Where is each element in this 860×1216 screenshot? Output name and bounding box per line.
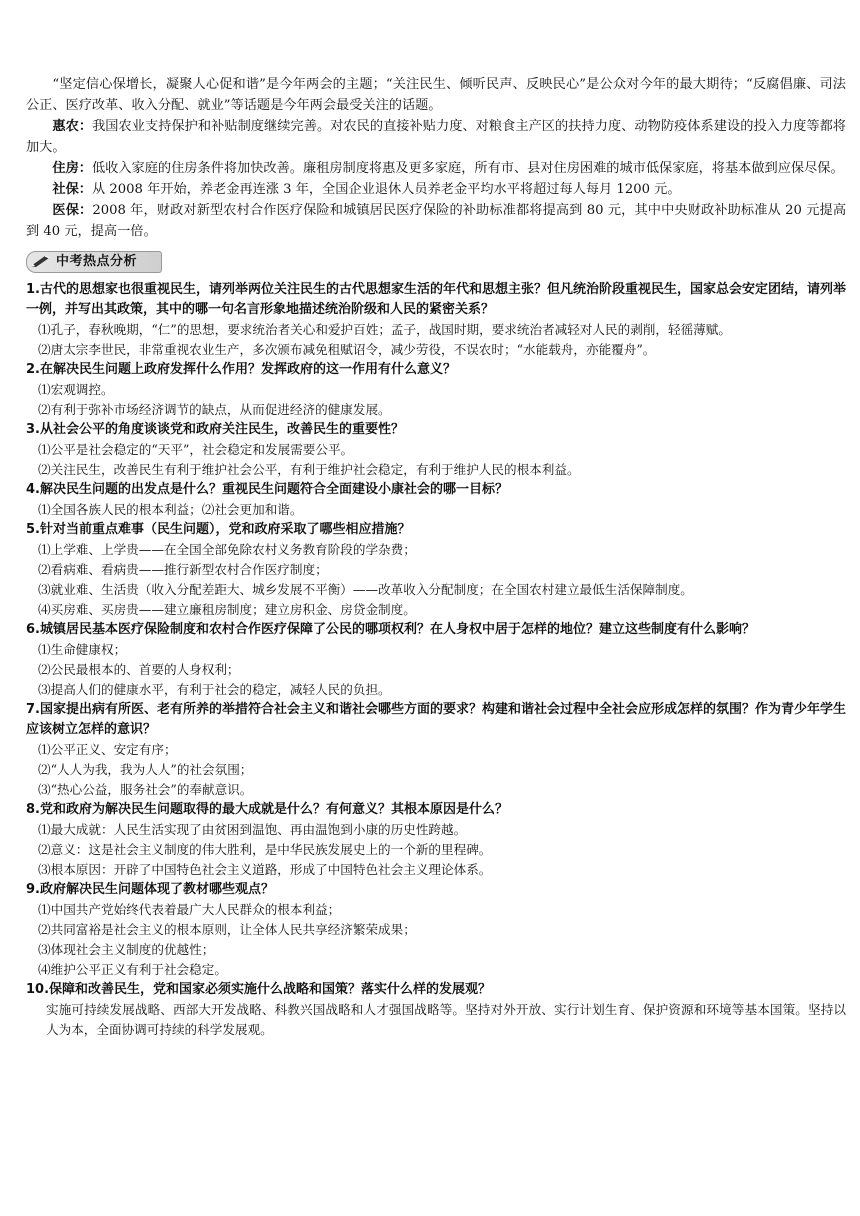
housing-label: 住房： <box>52 161 92 176</box>
answer-5-1: ⑴上学难、上学贵——在全国全部免除农村义务教育阶段的学杂费； <box>38 542 416 557</box>
document-page <box>26 74 846 1040</box>
question-8: 8.党和政府为解决民生问题取得的最大成就是什么？有何意义？其根本原因是什么？ <box>26 802 508 817</box>
question-7: 7.国家提出病有所医、老有所养的举措符合社会主义和谐社会哪些方面的要求？构建和谐社会过程中全社会应形成怎样的氛围？作为青少年学生应该树立怎样的意识？ <box>26 702 846 737</box>
answer-9-2: ⑵共同富裕是社会主义的根本原则，让全体人民共享经济繁荣成果； <box>38 922 416 937</box>
intro-paragraph-agriculture <box>26 116 846 158</box>
answer-9-4: ⑷维护公平正义有利于社会稳定。 <box>38 962 227 977</box>
section-banner <box>26 250 166 274</box>
answer-6-1: ⑴生命健康权； <box>38 642 127 657</box>
question-5: 5.针对当前重点难事（民生问题），党和政府采取了哪些相应措施？ <box>26 522 411 537</box>
answer-3-2: ⑵关注民生，改善民生有利于维护社会公平，有利于维护社会稳定，有利于维护人民的根本利益。 <box>38 462 580 477</box>
answer-8-2: ⑵意义：这是社会主义制度的伟大胜利，是中华民族发展史上的一个新的里程碑。 <box>38 842 492 857</box>
answer-5-4: ⑷买房难、买房贵——建立廉租房制度；建立房积金、房贷金制度。 <box>38 602 416 617</box>
qa-list <box>26 280 846 1040</box>
answer-3-1: ⑴公平是社会稳定的“天平”，社会稳定和发展需要公平。 <box>38 442 354 457</box>
answer-7-1: ⑴公平正义、安定有序； <box>38 742 177 757</box>
question-1: 1.古代的思想家也很重视民生，请列举两位关注民生的古代思想家生活的年代和思想主张？但凡统治阶段重视民生，国家总会安定团结，请列举一例，并写出其政策，其中的哪一句名言形象地描述统治阶级和人民的紧密关系？ <box>26 282 846 317</box>
answer-5-2: ⑵看病难、看病贵——推行新型农村合作医疗制度； <box>38 562 328 577</box>
answer-8-3: ⑶根本原因：开辟了中国特色社会主义道路，形成了中国特色社会主义理论体系。 <box>38 862 492 877</box>
answer-6-2: ⑵公民最根本的、首要的人身权利； <box>38 662 240 677</box>
intro-paragraph-medical <box>26 200 846 242</box>
social-security-text: 从 2008 年开始，养老金再连涨 3 年，全国企业退休人员养老金平均水平将超过每人每月 1200 元。 <box>91 182 681 197</box>
intro-paragraph-theme <box>26 74 846 116</box>
question-9: 9.政府解决民生问题体现了教材哪些观点？ <box>26 882 274 897</box>
section-title: 中考热点分析 <box>56 254 138 269</box>
pen-icon <box>30 254 52 268</box>
medical-text: 2008 年，财政对新型农村合作医疗保险和城镇居民医疗保险的补助标准都将提高到 80 元，其中中央财政补助标准从 20 元提高到 40 元，提高一倍。 <box>26 203 847 239</box>
question-3: 3.从社会公平的角度谈谈党和政府关注民生，改善民生的重要性？ <box>26 422 404 437</box>
question-10: 10.保障和改善民生，党和国家必须实施什么战略和国策？落实什么样的发展观？ <box>26 982 492 997</box>
agriculture-label: 惠农： <box>52 119 93 134</box>
answer-1-2: ⑵唐太宗李世民，非常重视农业生产，多次颁布减免租赋诏令，减少劳役，不误农时；“水能载舟，亦能覆舟”。 <box>38 342 656 357</box>
question-4: 4.解决民生问题的出发点是什么？重视民生问题符合全面建设小康社会的哪一目标？ <box>26 482 508 497</box>
answer-1-1: ⑴孔子，春秋晚期，“仁”的思想，要求统治者关心和爱护百姓；孟子，战国时期，要求统治者减轻对人民的剥削，轻徭薄赋。 <box>38 322 731 337</box>
housing-text: 低收入家庭的住房条件将加快改善。廉租房制度将惠及更多家庭，所有市、县对住房困难的城市低保家庭，将基本做到应保尽保。 <box>91 161 844 176</box>
intro-paragraph-housing <box>26 158 846 179</box>
answer-9-1: ⑴中国共产党始终代表着最广大人民群众的根本利益； <box>38 902 341 917</box>
answer-8-1: ⑴最大成就：人民生活实现了由贫困到温饱、再由温饱到小康的历史性跨越。 <box>38 822 467 837</box>
answer-4-1: ⑴全国各族人民的根本利益；⑵社会更加和谐。 <box>38 502 303 517</box>
answer-7-2: ⑵“人人为我，我为人人”的社会氛围； <box>38 762 253 777</box>
answer-6-3: ⑶提高人们的健康水平，有利于社会的稳定，减轻人民的负担。 <box>38 682 391 697</box>
social-security-label: 社保： <box>52 182 92 197</box>
answer-2-1: ⑴宏观调控。 <box>38 382 114 397</box>
question-6: 6.城镇居民基本医疗保险制度和农村合作医疗保障了公民的哪项权利？在人身权中居于怎样的地位？建立这些制度有什么影响？ <box>26 622 755 637</box>
intro-text: “坚定信心保增长，凝聚人心促和谐”是今年两会的主题；“关注民生、倾听民声、反映民心”是公众对今年的最大期待；“反腐倡廉、司法公正、医疗改革、收入分配、就业”等话题是今年两会最受关注的话题。 <box>26 77 846 113</box>
answer-9-3: ⑶体现社会主义制度的优越性； <box>38 942 215 957</box>
answer-2-2: ⑵有利于弥补市场经济调节的缺点，从而促进经济的健康发展。 <box>38 402 391 417</box>
intro-paragraph-social-security <box>26 179 846 200</box>
answer-7-3: ⑶“热心公益，服务社会”的奉献意识。 <box>38 782 253 797</box>
question-2: 2.在解决民生问题上政府发挥什么作用？发挥政府的这一作用有什么意义？ <box>26 362 456 377</box>
answer-10-1: 实施可持续发展战略、西部大开发战略、科教兴国战略和人才强国战略等。坚持对外开放、实行计划生育、保护资源和环境等基本国策。坚持以人为本，全面协调可持续的科学发展观。 <box>46 1002 846 1037</box>
agriculture-text: 我国农业支持保护和补贴制度继续完善。对农民的直接补贴力度、对粮食主产区的扶持力度、动物防疫体系建设的投入力度等都将加大。 <box>26 119 846 155</box>
medical-label: 医保： <box>52 203 93 218</box>
answer-5-3: ⑶就业难、生活贵（收入分配差距大、城乡发展不平衡）——改革收入分配制度；在全国农村建立最低生活保障制度。 <box>38 582 693 597</box>
